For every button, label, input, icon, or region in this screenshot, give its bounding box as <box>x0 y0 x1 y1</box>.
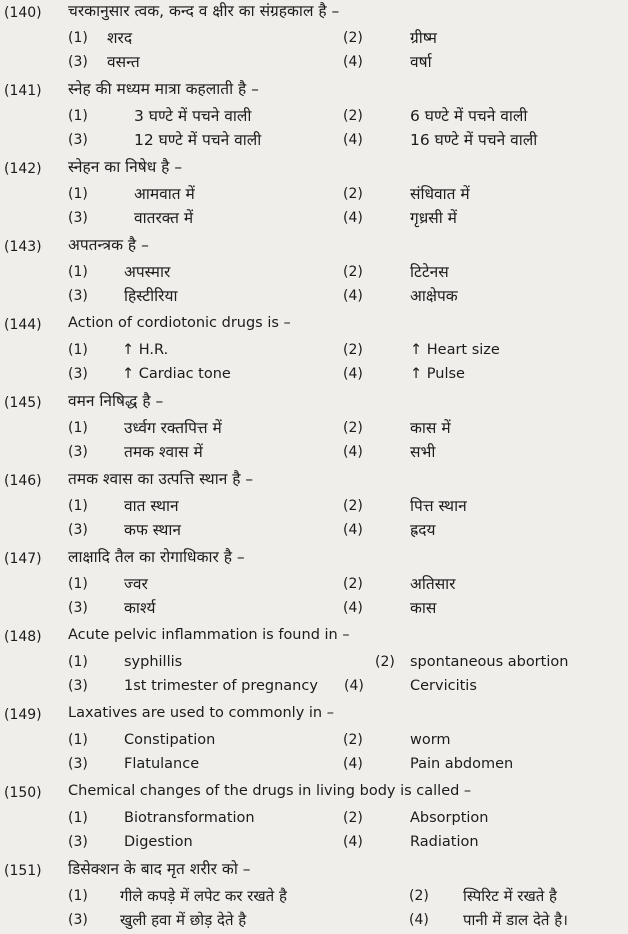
question-number: (149) <box>4 707 42 723</box>
option-text: पित्त स्थान <box>410 497 467 515</box>
option-number: (3) <box>68 522 88 538</box>
option-text: 1st trimester of pregnancy <box>124 678 318 694</box>
option-number: (2) <box>343 576 363 592</box>
option-text: Radiation <box>410 834 479 850</box>
question-text: स्नेहन का निषेध है – <box>68 158 183 176</box>
question-text: वमन निषिद्ध है – <box>68 392 164 410</box>
option-text: आमवात में <box>134 185 195 203</box>
option-text: शरद <box>107 29 133 47</box>
option-number: (2) <box>343 342 363 358</box>
option-number: (4) <box>343 600 363 616</box>
option-number: (1) <box>68 420 88 436</box>
question-number: (146) <box>4 473 42 489</box>
option-text: Constipation <box>124 732 216 748</box>
option-number: (3) <box>68 756 88 772</box>
option-number: (1) <box>68 108 88 124</box>
option-text: ↑ H.R. <box>122 342 169 358</box>
question-number: (148) <box>4 629 42 645</box>
question-number: (151) <box>4 863 42 879</box>
option-text: संधिवात में <box>410 185 470 203</box>
option-number: (4) <box>343 522 363 538</box>
question-text: तमक श्वास का उत्पत्ति स्थान है – <box>68 470 254 488</box>
option-text: अतिसार <box>410 575 456 593</box>
option-text: स्पिरिट में रखते है <box>463 887 558 905</box>
question-text: डिसेक्शन के बाद मृत शरीर को – <box>68 860 251 878</box>
question-text: Acute pelvic inflammation is found in – <box>68 627 350 643</box>
option-text: ग्रीष्म <box>410 29 437 47</box>
option-number: (1) <box>68 810 88 826</box>
option-number: (4) <box>343 834 363 850</box>
option-number: (3) <box>68 54 88 70</box>
option-text: Cervicitis <box>410 678 477 694</box>
question-number: (145) <box>4 395 42 411</box>
option-text: Pain abdomen <box>410 756 514 772</box>
option-number: (1) <box>68 732 88 748</box>
option-number: (4) <box>343 132 363 148</box>
option-number: (3) <box>68 210 88 226</box>
option-number: (1) <box>68 30 88 46</box>
question-text: लाक्षादि तैल का रोगाधिकार है – <box>68 548 245 566</box>
question-number: (142) <box>4 161 42 177</box>
option-number: (1) <box>68 498 88 514</box>
option-text: वात स्थान <box>124 497 179 515</box>
option-text: कास में <box>410 419 451 437</box>
option-text: Flatulance <box>124 756 200 772</box>
question-text: चरकानुसार त्वक, कन्द व क्षीर का संग्रहकाल है – <box>68 2 340 20</box>
option-number: (3) <box>68 600 88 616</box>
option-text: कार्श्य <box>124 599 156 617</box>
option-number: (3) <box>68 834 88 850</box>
option-text: तमक श्वास में <box>124 443 203 461</box>
option-number: (2) <box>409 888 429 904</box>
option-text: वसन्त <box>107 53 140 71</box>
option-number: (4) <box>343 210 363 226</box>
option-text: ज्वर <box>124 575 148 593</box>
option-text: हिस्टीरिया <box>124 287 178 305</box>
option-text: उर्ध्वग रक्तपित्त में <box>124 419 222 437</box>
option-text: ↑ Cardiac tone <box>122 366 231 382</box>
option-text: 3 घण्टे में पचने वाली <box>134 107 252 125</box>
option-text: वर्षा <box>410 53 432 71</box>
option-text: अपस्मार <box>124 263 171 281</box>
option-number: (2) <box>343 108 363 124</box>
option-text: आक्षेपक <box>410 287 458 305</box>
option-text: ↑ Heart size <box>410 342 500 358</box>
option-number: (2) <box>375 654 395 670</box>
option-number: (2) <box>343 420 363 436</box>
option-text: गृध्रसी में <box>410 209 457 227</box>
option-number: (2) <box>343 498 363 514</box>
option-text: ↑ Pulse <box>410 366 465 382</box>
question-number: (144) <box>4 317 42 333</box>
option-number: (1) <box>68 264 88 280</box>
question-text: अपतन्त्रक है – <box>68 236 149 254</box>
option-text: कफ स्थान <box>124 521 182 539</box>
option-text: Absorption <box>410 810 489 826</box>
option-number: (2) <box>343 264 363 280</box>
option-number: (1) <box>68 654 88 670</box>
option-number: (3) <box>68 288 88 304</box>
option-text: syphillis <box>124 654 183 670</box>
question-number: (140) <box>4 5 42 21</box>
option-number: (3) <box>68 678 88 694</box>
option-number: (4) <box>344 678 364 694</box>
question-text: Laxatives are used to commonly in – <box>68 705 334 721</box>
option-text: गीले कपड़े में लपेट कर रखते है <box>120 887 287 905</box>
option-number: (4) <box>343 54 363 70</box>
question-text: Action of cordiotonic drugs is – <box>68 315 291 331</box>
question-number: (143) <box>4 239 42 255</box>
option-text: पानी में डाल देते है। <box>463 911 568 929</box>
option-text: Biotransformation <box>124 810 255 826</box>
question-number: (150) <box>4 785 42 801</box>
option-number: (2) <box>343 30 363 46</box>
option-text: वातरक्त में <box>134 209 194 227</box>
option-text: 6 घण्टे में पचने वाली <box>410 107 528 125</box>
option-number: (4) <box>343 756 363 772</box>
question-text: Chemical changes of the drugs in living body is called – <box>68 783 472 799</box>
option-number: (4) <box>343 366 363 382</box>
option-text: खुली हवा में छोड़ देते है <box>120 911 247 929</box>
option-text: 12 घण्टे में पचने वाली <box>134 131 262 149</box>
option-number: (4) <box>343 288 363 304</box>
option-text: 16 घण्टे में पचने वाली <box>410 131 538 149</box>
option-text: Digestion <box>124 834 193 850</box>
option-text: ह्रदय <box>410 521 436 539</box>
option-number: (1) <box>68 186 88 202</box>
option-number: (1) <box>68 888 88 904</box>
option-number: (3) <box>68 912 88 928</box>
option-number: (1) <box>68 576 88 592</box>
question-number: (141) <box>4 83 42 99</box>
option-text: worm <box>410 732 451 748</box>
option-text: spontaneous abortion <box>410 654 569 670</box>
option-number: (3) <box>68 444 88 460</box>
option-number: (3) <box>68 132 88 148</box>
option-text: कास <box>410 599 437 617</box>
option-text: टिटेनस <box>410 263 449 281</box>
option-number: (2) <box>343 732 363 748</box>
option-number: (2) <box>343 186 363 202</box>
option-number: (1) <box>68 342 88 358</box>
question-text: स्नेह की मध्यम मात्रा कहलाती है – <box>68 80 259 98</box>
option-number: (4) <box>343 444 363 460</box>
option-number: (2) <box>343 810 363 826</box>
option-text: सभी <box>410 443 436 461</box>
option-number: (3) <box>68 366 88 382</box>
question-number: (147) <box>4 551 42 567</box>
option-number: (4) <box>409 912 429 928</box>
